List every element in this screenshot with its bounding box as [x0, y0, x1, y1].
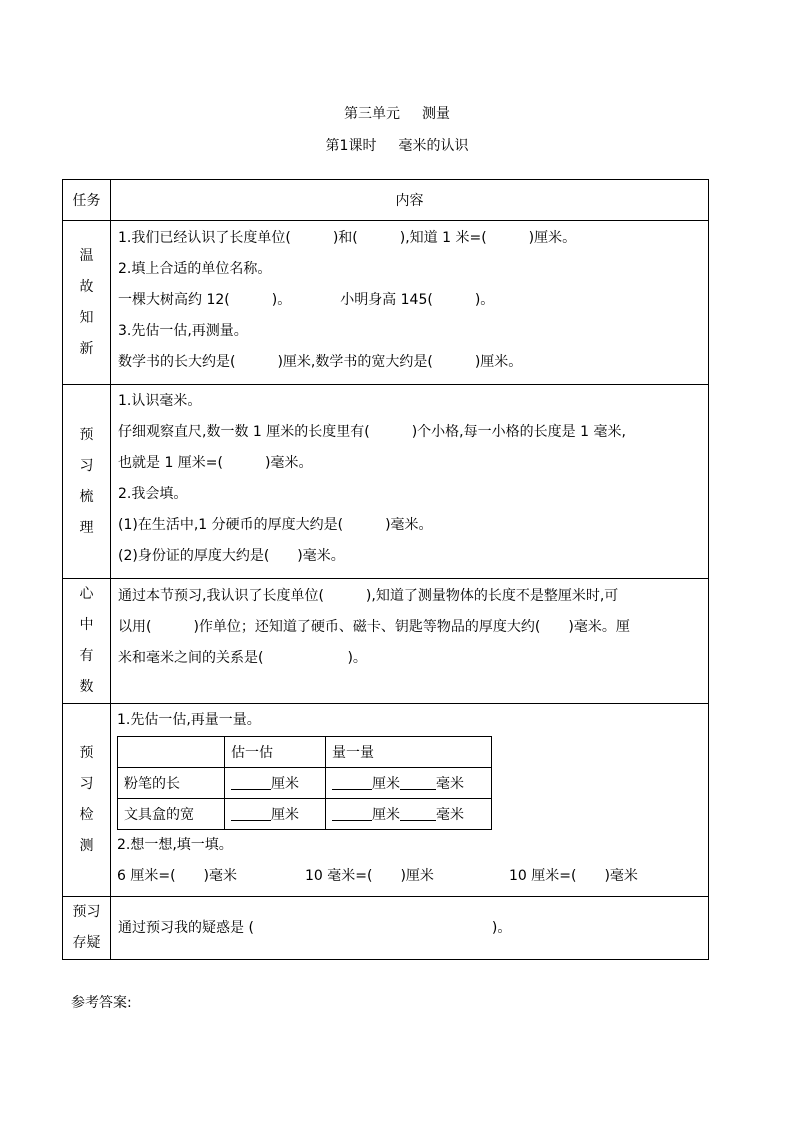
label-char: 预习: [72, 904, 101, 920]
label-char: 知: [79, 309, 94, 326]
label-char: 心: [79, 586, 94, 602]
label-char: 新: [79, 340, 94, 357]
section-review: [63, 221, 709, 385]
label-char: 预: [79, 426, 94, 443]
section-content: [111, 704, 709, 897]
estimate-cell: [225, 799, 326, 830]
question-line: 2.想一想,填一填。: [117, 837, 233, 853]
fill-blank[interactable]: [231, 773, 271, 790]
content-header: 内容: [111, 180, 709, 221]
section-check: [63, 704, 709, 897]
fill-blank[interactable]: [332, 804, 372, 821]
question-line: 2.填上合适的单位名称。: [118, 261, 272, 277]
label-char: 理: [79, 519, 94, 536]
question-line: 2.我会填。: [118, 486, 188, 502]
summary-line: 以用( )作单位；还知道了硬币、磁卡、钥匙等物品的厚度大约( )毫米。厘: [118, 619, 630, 635]
question-line: 1.先估一估,再量一量。: [117, 712, 261, 728]
label-char: 检: [79, 807, 94, 823]
lesson-number: 第1课时: [325, 138, 377, 154]
question-line: 一棵大树高约 12( )。 小明身高 145( )。: [118, 292, 495, 308]
measure-table: [117, 736, 492, 830]
section-mind: [63, 579, 709, 704]
section-doubts: [63, 897, 709, 960]
label-char: 有: [79, 648, 94, 664]
measure-item: 粉笔的长: [118, 768, 225, 799]
header-row: [63, 180, 709, 221]
question-line: 1.我们已经认识了长度单位( )和( ),知道 1 米=( )厘米。: [118, 230, 577, 246]
section-content: [111, 579, 709, 704]
label-char: 故: [79, 278, 94, 295]
section-content: [111, 385, 709, 579]
worksheet-table: [62, 179, 709, 960]
measure-cell: [326, 799, 492, 830]
section-label: [63, 385, 111, 579]
label-char: 中: [79, 617, 94, 633]
section-label: [63, 897, 111, 960]
fill-blank[interactable]: [231, 804, 271, 821]
measure-item: 文具盒的宽: [118, 799, 225, 830]
measure-row: [118, 768, 492, 799]
conversion-item: 10 厘米=( )毫米: [509, 868, 638, 884]
fill-blank[interactable]: [400, 804, 436, 821]
section-label: [63, 579, 111, 704]
unit-text: 厘米: [271, 807, 299, 823]
lesson-title: [0, 135, 794, 155]
label-char: 习: [79, 776, 94, 792]
conversion-item: 6 厘米=( )毫米: [117, 868, 238, 884]
section-content: [111, 897, 709, 960]
doubt-line: 通过预习我的疑惑是 ( )。: [118, 919, 512, 936]
answers-label: 参考答案:: [71, 995, 132, 1011]
label-char: 存疑: [72, 935, 101, 951]
label-char: 梳: [79, 488, 94, 505]
summary-line: 通过本节预习,我认识了长度单位( ),知道了测量物体的长度不是整厘米时,可: [118, 588, 619, 604]
question-line: 数学书的长大约是( )厘米,数学书的宽大约是( )厘米。: [118, 354, 523, 370]
unit-title-text: 第三单元: [344, 106, 400, 122]
measure-row: [118, 799, 492, 830]
section-content: [111, 221, 709, 385]
summary-line: 米和毫米之间的关系是( )。: [118, 650, 367, 666]
question-line: 1.认识毫米。: [118, 393, 202, 409]
unit-text: 厘米: [271, 776, 299, 792]
measure-header-estimate: 估一估: [225, 737, 326, 768]
fill-blank[interactable]: [400, 773, 436, 790]
measure-header-blank: [118, 737, 225, 768]
unit-text: 厘米: [372, 776, 400, 792]
measure-cell: [326, 768, 492, 799]
task-header: 任务: [63, 180, 111, 221]
question-line: (2)身份证的厚度大约是( )毫米。: [118, 548, 345, 564]
label-char: 预: [79, 745, 94, 761]
question-line: 仔细观察直尺,数一数 1 厘米的长度里有( )个小格,每一小格的长度是 1 毫米,: [118, 424, 626, 440]
lesson-topic: 毫米的认识: [398, 138, 469, 154]
fill-blank[interactable]: [332, 773, 372, 790]
question-line: 也就是 1 厘米=( )毫米。: [118, 455, 313, 471]
label-char: 数: [79, 679, 94, 695]
unit-text: 厘米: [372, 807, 400, 823]
question-line: 3.先估一估,再测量。: [118, 323, 248, 339]
label-char: 测: [79, 838, 94, 854]
section-preview-sort: [63, 385, 709, 579]
unit-title: [0, 103, 794, 123]
conversion-line: [117, 861, 702, 892]
unit-topic-text: 测量: [422, 106, 450, 122]
label-char: 温: [79, 247, 94, 264]
unit-text: 毫米: [436, 776, 464, 792]
question-line: (1)在生活中,1 分硬币的厚度大约是( )毫米。: [118, 517, 433, 533]
estimate-cell: [225, 768, 326, 799]
unit-text: 毫米: [436, 807, 464, 823]
measure-header-measure: 量一量: [326, 737, 492, 768]
section-label: [63, 704, 111, 897]
conversion-item: 10 毫米=( )厘米: [305, 868, 434, 884]
label-char: 习: [79, 457, 94, 474]
measure-header-row: [118, 737, 492, 768]
section-label: [63, 221, 111, 385]
